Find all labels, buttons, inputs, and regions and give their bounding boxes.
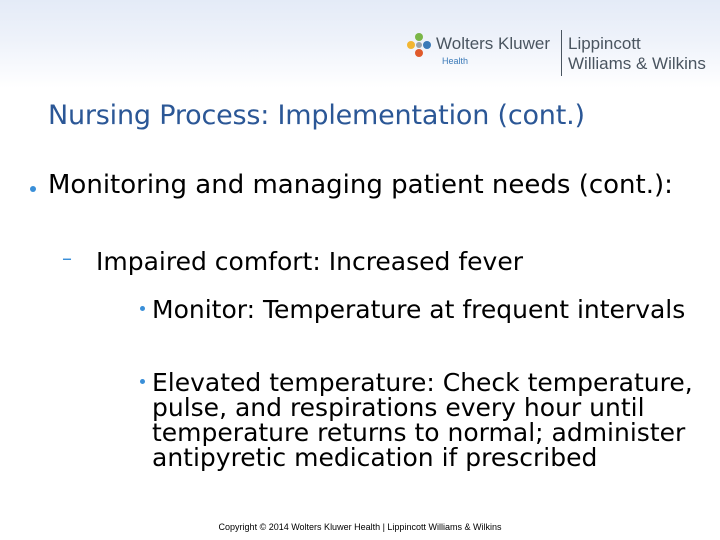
wolters-kluwer-logo-icon	[406, 32, 432, 58]
slide-title: Nursing Process: Implementation (cont.)	[48, 100, 585, 131]
bullet-level1: Monitoring and managing patient needs (cont.):	[48, 170, 673, 200]
bullet-level3-item: Elevated temperature: Check temperature, pulse, and respirations every hour until temperature returns to normal; administer antipyretic medication if prescribed	[152, 368, 693, 472]
bullet-dot-icon	[30, 186, 36, 192]
logo-partner-line1: Lippincott	[568, 34, 641, 53]
logo-brand-text: Wolters Kluwer	[436, 34, 550, 53]
bullet-dot-icon	[140, 306, 145, 311]
logo-partner-line2: Williams & Wilkins	[568, 54, 706, 73]
bullet-dot-icon	[140, 379, 145, 384]
dash-bullet-icon: –	[62, 246, 72, 270]
publisher-logo	[406, 28, 716, 80]
bullet-level3-item: Monitor: Temperature at frequent intervals	[152, 295, 686, 324]
logo-sub-text: Health	[442, 56, 469, 66]
logo-divider	[561, 30, 562, 76]
copyright-footer: Copyright © 2014 Wolters Kluwer Health | Lippincott Williams & Wilkins	[218, 522, 502, 532]
bullet-level2: Impaired comfort: Increased fever	[96, 247, 523, 276]
